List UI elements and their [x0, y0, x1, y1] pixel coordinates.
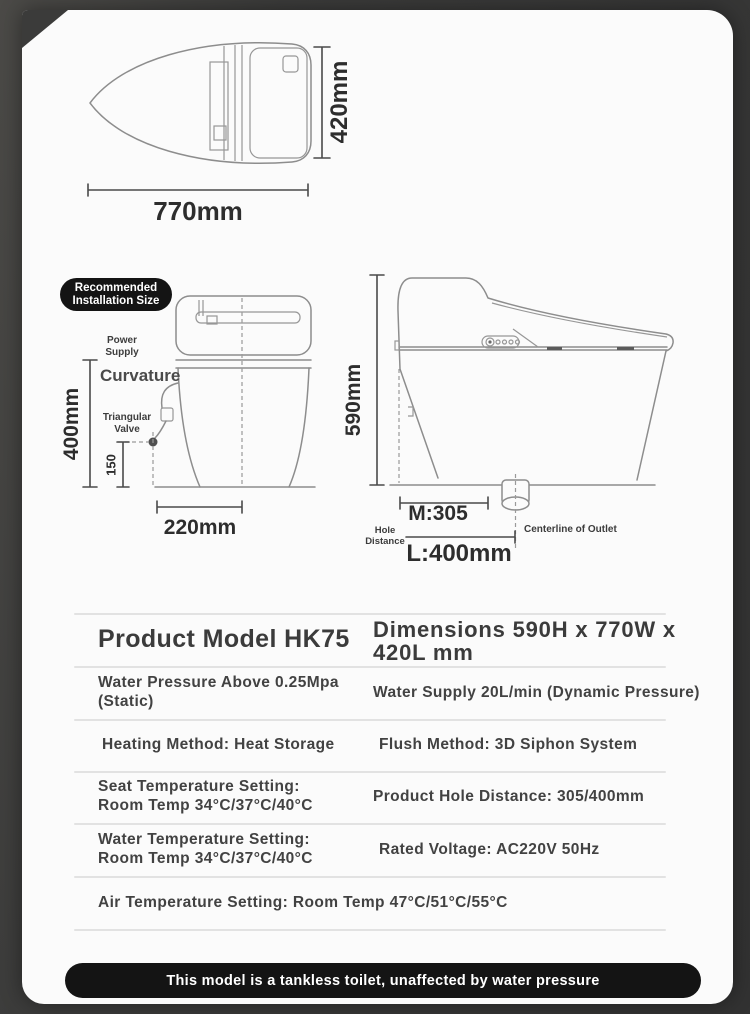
triangular-valve-label: Triangular Valve	[102, 412, 152, 435]
spec-heating-method: Heating Method: Heat Storage	[102, 736, 335, 753]
hole-distance-label: Hole Distance	[365, 525, 405, 547]
valve-height-label: 150	[103, 454, 119, 476]
toilet-front-view-drawing	[62, 290, 322, 520]
spec-flush-method: Flush Method: 3D Siphon System	[379, 736, 638, 753]
spec-water-pressure: Water Pressure Above 0.25Mpa (Static)	[98, 674, 339, 710]
base-width-label: 220mm	[163, 516, 237, 539]
spec-dimensions: Dimensions 590H x 770W x 420L mm	[373, 617, 676, 665]
spec-water-supply: Water Supply 20L/min (Dynamic Pressure)	[373, 684, 700, 701]
curvature-label: Curvature	[100, 366, 181, 385]
centerline-of-outlet-label: Centerline of Outlet	[524, 524, 617, 535]
tankless-note-banner: This model is a tankless toilet, unaffected by water pressure	[65, 963, 701, 998]
power-supply-label: Power Supply	[105, 335, 139, 358]
product-spec-card	[22, 10, 733, 1004]
spec-seat-temperature: Seat Temperature Setting: Room Temp 34°C/37°C/40°C	[98, 778, 313, 814]
top-view-depth-label: 420mm	[326, 60, 353, 144]
side-view-height-label: 590mm	[342, 363, 365, 437]
installation-height-label: 400mm	[60, 387, 83, 461]
spec-hole-distance: Product Hole Distance: 305/400mm	[373, 788, 645, 805]
spec-product-model: Product Model HK75	[98, 625, 350, 653]
top-view-width-label: 770mm	[153, 196, 243, 226]
recommended-installation-badge: Recommended Installation Size	[60, 278, 172, 311]
m-distance-label: M:305	[408, 502, 468, 525]
spec-water-temperature: Water Temperature Setting: Room Temp 34°C/37°C/40°C	[98, 831, 313, 867]
l-distance-label: L:400mm	[406, 540, 512, 567]
spec-air-temperature: Air Temperature Setting: Room Temp 47°C/51°C/55°C	[98, 894, 508, 911]
spec-rated-voltage: Rated Voltage: AC220V 50Hz	[379, 841, 600, 858]
table-divider	[74, 929, 666, 931]
